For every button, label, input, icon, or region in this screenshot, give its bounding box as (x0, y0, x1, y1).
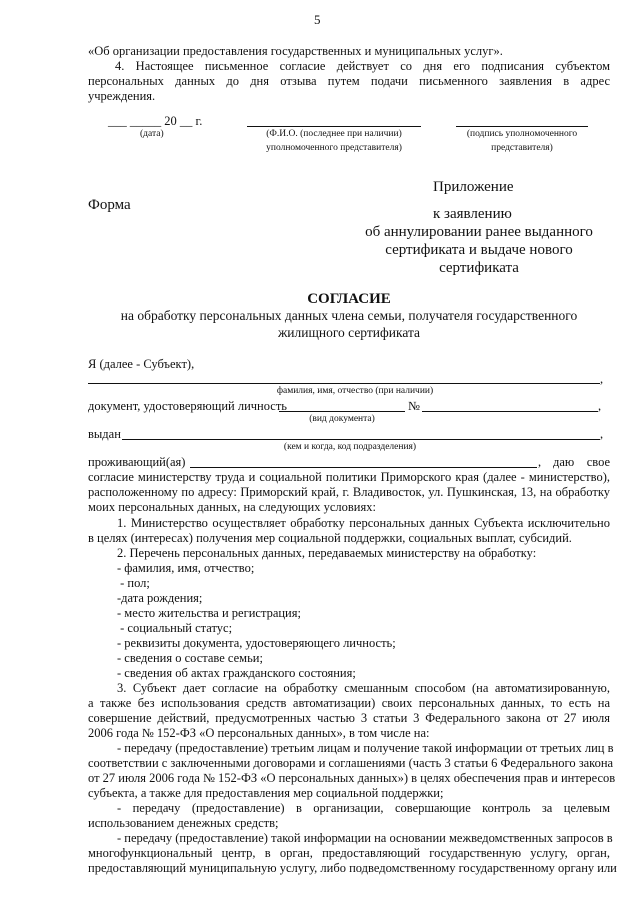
issued-label: выдан (88, 427, 121, 441)
document-title: СОГЛАСИЕ (307, 291, 391, 307)
text-line: моих персональных данных, на следующих условиях: (88, 500, 376, 514)
consent-label: даю свое (553, 455, 611, 469)
signature-label: (подпись уполномоченного (466, 129, 578, 139)
date-field: ___ _____ 20 __ г. (108, 114, 203, 128)
text-line: использованием денежных средств; (88, 816, 279, 830)
text-line: предоставляющий муниципальную услугу, либо подведомственному государственному органу или (88, 861, 617, 875)
text-line: совершение действий, предусмотренных частью 3 статьи 3 Федерального закона от 27 июля (88, 711, 610, 725)
text-line: 2. Перечень персональных данных, передаваемых министерству на обработку: (117, 546, 537, 560)
text-line: - передачу (предоставление) в организации, совершающие контроль за целевым (117, 801, 610, 815)
number-sign: № (408, 399, 420, 413)
text-line: 2006 года № 152-ФЗ «О персональных данных», в том числе на: (88, 726, 430, 740)
list-item: - пол; (117, 576, 150, 590)
fio-label: уполномоченного представителя) (266, 143, 402, 153)
appendix-line: сертификата (439, 260, 519, 276)
list-item: - место жительства и регистрация; (117, 606, 301, 620)
text-line: согласие министерству труда и социальной политики Приморского края (далее - министерство), (88, 470, 610, 484)
comma: , (598, 399, 602, 413)
document-subtitle: жилищного сертификата (277, 325, 421, 340)
comma: , (538, 455, 542, 469)
residence-line (190, 467, 537, 468)
text-line: «Об организации предоставления государственных и муниципальных услуг». (88, 44, 503, 58)
doc-label: документ, удостоверяющий личность (88, 399, 288, 413)
text-line: соответствии с заключенными договорами и соглашениями (часть 3 статьи 6 Федерального закона (88, 756, 614, 770)
text-line: а также без использования средств автоматизации) своих персональных данных, то есть на (88, 696, 610, 710)
residing-label: проживающий(ая) (88, 455, 186, 469)
list-item: - сведения об актах гражданского состояния; (117, 666, 356, 680)
text-line: многофункциональный центр, в орган, предоставляющий государственную услугу, орган, (88, 846, 610, 860)
text-line: 4. Настоящее письменное согласие действует со дня его подписания субъектом (115, 59, 610, 73)
doc-caption: (вид документа) (309, 414, 375, 424)
fio-label: (Ф.И.О. (последнее при наличии) (266, 129, 402, 139)
text-line: - передачу (предоставление) третьим лицам и получение такой информации от третьих лиц в (117, 741, 614, 755)
appendix-line: об аннулировании ранее выданного (365, 224, 593, 240)
document-subtitle: на обработку персональных данных члена семьи, получателя государственного (120, 308, 578, 323)
list-item: -дата рождения; (117, 591, 203, 605)
list-item: - реквизиты документа, удостоверяющего личность; (117, 636, 396, 650)
text-line: расположенному по адресу: Приморский край, г. Владивосток, ул. Пушкинская, 13, на обработку (88, 485, 610, 499)
issued-caption: (кем и когда, код подразделения) (283, 442, 417, 452)
appendix-title: Приложение (433, 179, 514, 195)
doc-type-line (279, 411, 405, 412)
text-line: от 27 июля 2006 года № 152-ФЗ «О персональных данных») в целях обеспечения прав и интересов (88, 771, 616, 785)
text-line: субъекта, а также для предоставления мер социальной поддержки; (88, 786, 444, 800)
page-number: 5 (314, 12, 321, 27)
subject-label: Я (далее - Субъект), (88, 357, 195, 371)
appendix-line: сертификата и выдаче нового (385, 242, 573, 258)
text-line: учреждения. (88, 89, 156, 103)
doc-number-line (422, 411, 598, 412)
fio-caption: фамилия, имя, отчество (при наличии) (276, 386, 434, 396)
form-label: Форма (88, 197, 131, 213)
date-label: (дата) (140, 129, 164, 139)
text-line: персональных данных до дня отзыва путем подачи письменного заявления в адрес (88, 74, 610, 88)
signature-label: представителя) (491, 143, 553, 153)
signature-line (456, 126, 588, 127)
text-line: 3. Субъект дает согласие на обработку смешанным способом (на автоматизированную, (117, 681, 610, 695)
appendix-line: к заявлению (433, 206, 512, 222)
text-line: 1. Министерство осуществляет обработку персональных данных Субъекта исключительно (117, 516, 610, 530)
fio-signature-line (247, 126, 421, 127)
list-item: - сведения о составе семьи; (117, 651, 263, 665)
list-item: - фамилия, имя, отчество; (117, 561, 255, 575)
fio-input-line (88, 383, 600, 384)
list-item: - социальный статус; (117, 621, 233, 635)
comma: , (600, 372, 604, 386)
comma: , (600, 427, 604, 441)
issued-line (122, 439, 600, 440)
text-line: в целях (интересах) получения мер социальной поддержки, социальных выплат, субсидий. (88, 531, 572, 545)
text-line: - передачу (предоставление) такой информации на основании межведомственных запросов в (117, 831, 613, 845)
